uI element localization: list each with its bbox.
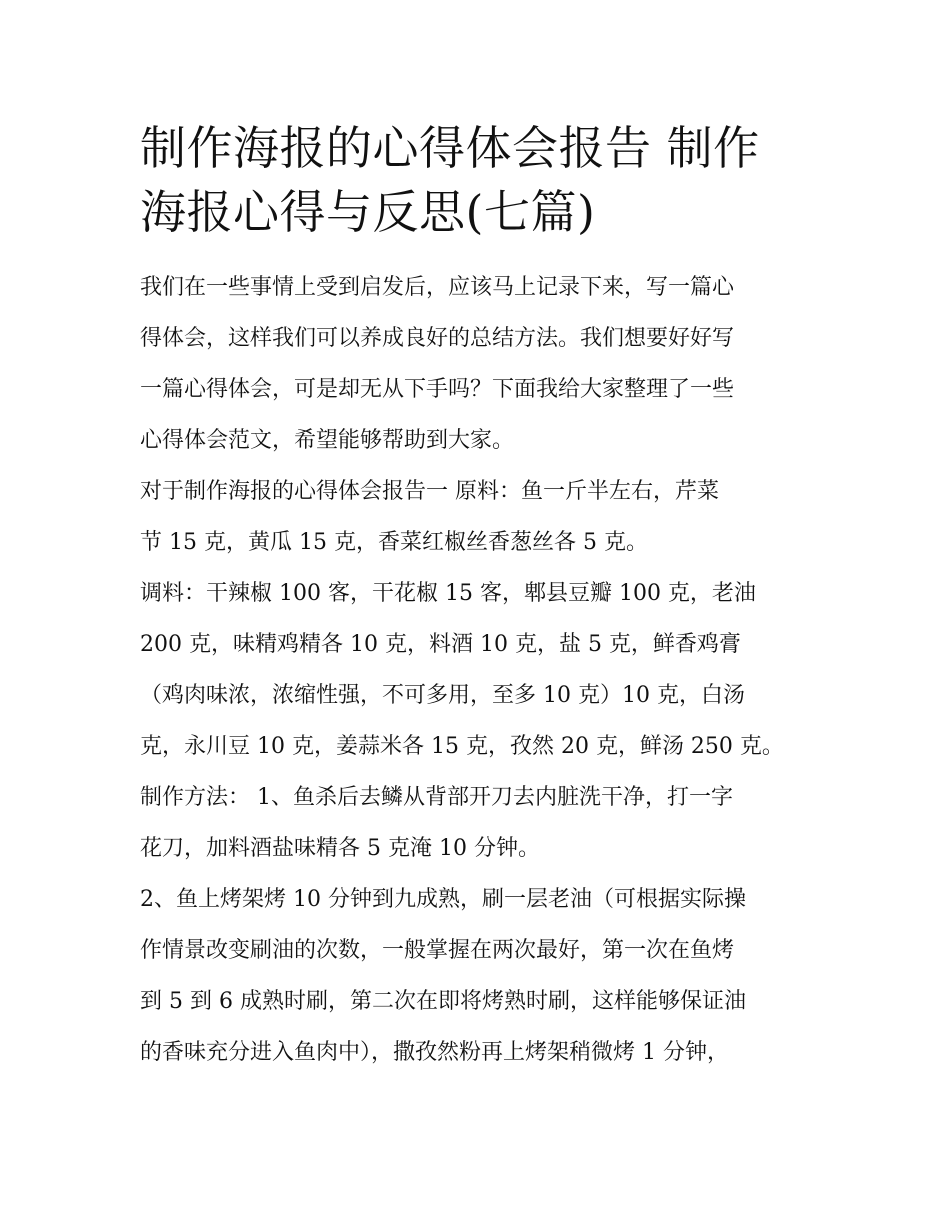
- intro-paragraph: [140, 262, 812, 466]
- document-body: [140, 116, 812, 1078]
- paragraph-line: 对于制作海报的心得体会报告一 原料：鱼一斤半左右，芹菜: [140, 479, 719, 504]
- title-line: 海报心得与反思(七篇): [140, 185, 596, 239]
- paragraph-line: （鸡肉味浓，浓缩性强，不可多用，至多 10 克）10 克，白汤: [140, 683, 745, 708]
- seasoning-paragraph: [140, 568, 812, 772]
- ingredients-paragraph: [140, 466, 812, 568]
- paragraph-line: 200 克，味精鸡精各 10 克，料酒 10 克，盐 5 克，鲜香鸡膏: [140, 632, 741, 657]
- paragraph-line: 心得体会范文，希望能够帮助到大家。: [140, 428, 515, 453]
- paragraph-line: 得体会，这样我们可以养成良好的总结方法。我们想要好好写: [140, 326, 735, 351]
- step-two-paragraph: [140, 874, 812, 1078]
- paragraph-line: 我们在一些事情上受到启发后，应该马上记录下来，写一篇心: [140, 275, 735, 300]
- paragraph-line: 作情景改变刷油的次数，一般掌握在两次最好，第一次在鱼烤: [140, 938, 735, 963]
- paragraph-line: 的香味充分进入鱼肉中），撒孜然粉再上烤架稍微烤 1 分钟，: [140, 1040, 729, 1065]
- document-title: [140, 116, 812, 244]
- paragraph-line: 克，永川豆 10 克，姜蒜米各 15 克，孜然 20 克，鲜汤 250 克。: [140, 734, 784, 759]
- paragraph-line: 调料：干辣椒 100 客，干花椒 15 客，郫县豆瓣 100 克，老油: [140, 581, 756, 606]
- paragraph-line: 一篇心得体会，可是却无从下手吗？下面我给大家整理了一些: [140, 377, 735, 402]
- paragraph-line: 制作方法： 1、鱼杀后去鳞从背部开刀去内脏洗干净，打一字: [140, 785, 733, 810]
- method-paragraph: [140, 772, 812, 874]
- paragraph-line: 花刀，加料酒盐味精各 5 克淹 10 分钟。: [140, 836, 540, 861]
- title-line: 制作海报的心得体会报告 制作: [140, 121, 760, 175]
- paragraph-line: 到 5 到 6 成熟时刷，第二次在即将烤熟时刷，这样能够保证油: [140, 989, 746, 1014]
- paragraph-line: 节 15 克，黄瓜 15 克，香菜红椒丝香葱丝各 5 克。: [140, 530, 648, 555]
- paragraph-line: 2、鱼上烤架烤 10 分钟到九成熟，刷一层老油（可根据实际操: [140, 887, 746, 912]
